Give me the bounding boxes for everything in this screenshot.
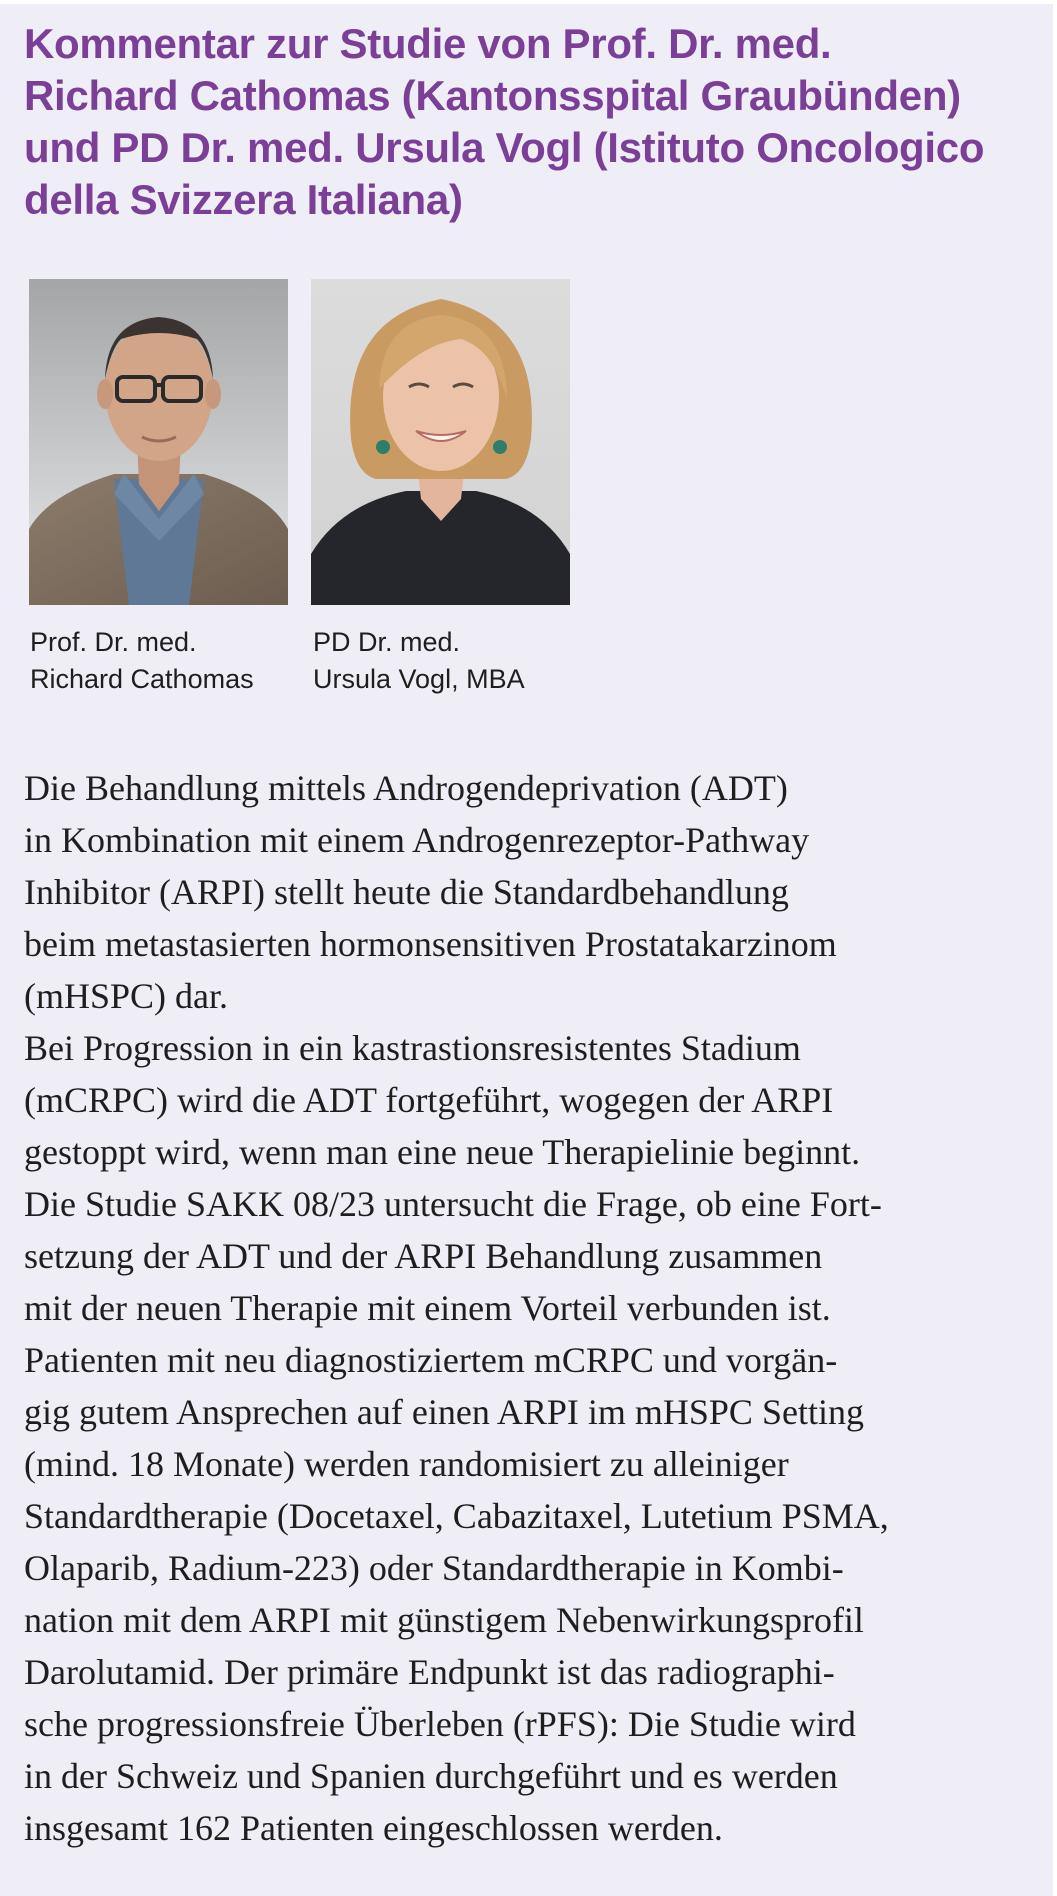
article-body <box>24 762 1039 1854</box>
title-line: Kommentar zur Studie von Prof. Dr. med. <box>24 20 832 67</box>
body-line: setzung der ADT und der ARPI Behandlung zusammen <box>24 1236 823 1276</box>
body-line: gestoppt wird, wenn man eine neue Therapielinie beginnt. <box>24 1132 861 1172</box>
body-line: Bei Progression in ein kastrastionsresistentes Stadium <box>24 1028 801 1068</box>
body-line: insgesamt 162 Patienten eingeschlossen werden. <box>24 1808 723 1848</box>
caption-line: Prof. Dr. med. <box>30 627 197 657</box>
body-line: beim metastasierten hormonsensitiven Prostatakarzinom <box>24 924 837 964</box>
body-line: Darolutamid. Der primäre Endpunkt ist das radiographi- <box>24 1652 835 1692</box>
article-title <box>24 18 1034 226</box>
title-line: Richard Cathomas (Kantonsspital Graubünden) <box>24 72 961 119</box>
body-line: in Kombination mit einem Androgenrezeptor-Pathway <box>24 820 810 860</box>
body-line: (mHSPC) dar. <box>24 976 229 1016</box>
title-line: della Svizzera Italiana) <box>24 176 463 223</box>
body-line: Inhibitor (ARPI) stellt heute die Standardbehandlung <box>24 872 789 912</box>
body-line: mit der neuen Therapie mit einem Vorteil verbunden ist. <box>24 1288 831 1328</box>
caption-line: PD Dr. med. <box>313 627 461 657</box>
body-line: Die Studie SAKK 08/23 untersucht die Frage, ob eine Fort- <box>24 1184 882 1224</box>
author-caption-vogl <box>313 624 525 698</box>
author-photo-vogl <box>311 279 570 605</box>
body-line: Standardtherapie (Docetaxel, Cabazitaxel, Lutetium PSMA, <box>24 1496 889 1536</box>
body-line: Patienten mit neu diagnostiziertem mCRPC und vorgän- <box>24 1340 838 1380</box>
body-line: (mind. 18 Monate) werden randomisiert zu alleiniger <box>24 1444 789 1484</box>
body-line: (mCRPC) wird die ADT fortgeführt, wogegen der ARPI <box>24 1080 834 1120</box>
author-caption-cathomas <box>30 624 254 698</box>
title-line: und PD Dr. med. Ursula Vogl (Istituto Oncologico <box>24 124 985 171</box>
body-line: sche progressionsfreie Überleben (rPFS): Die Studie wird <box>24 1704 856 1744</box>
body-line: Olaparib, Radium-223) oder Standardtherapie in Kombi- <box>24 1548 844 1588</box>
body-line: gig gutem Ansprechen auf einen ARPI im mHSPC Setting <box>24 1392 864 1432</box>
body-line: nation mit dem ARPI mit günstigem Nebenwirkungsprofil <box>24 1600 864 1640</box>
author-photo-cathomas <box>29 279 288 605</box>
caption-line: Ursula Vogl, MBA <box>313 664 525 694</box>
body-line: Die Behandlung mittels Androgendeprivation (ADT) <box>24 768 788 808</box>
info-panel <box>0 4 1053 1896</box>
caption-line: Richard Cathomas <box>30 664 254 694</box>
body-line: in der Schweiz und Spanien durchgeführt und es werden <box>24 1756 838 1796</box>
